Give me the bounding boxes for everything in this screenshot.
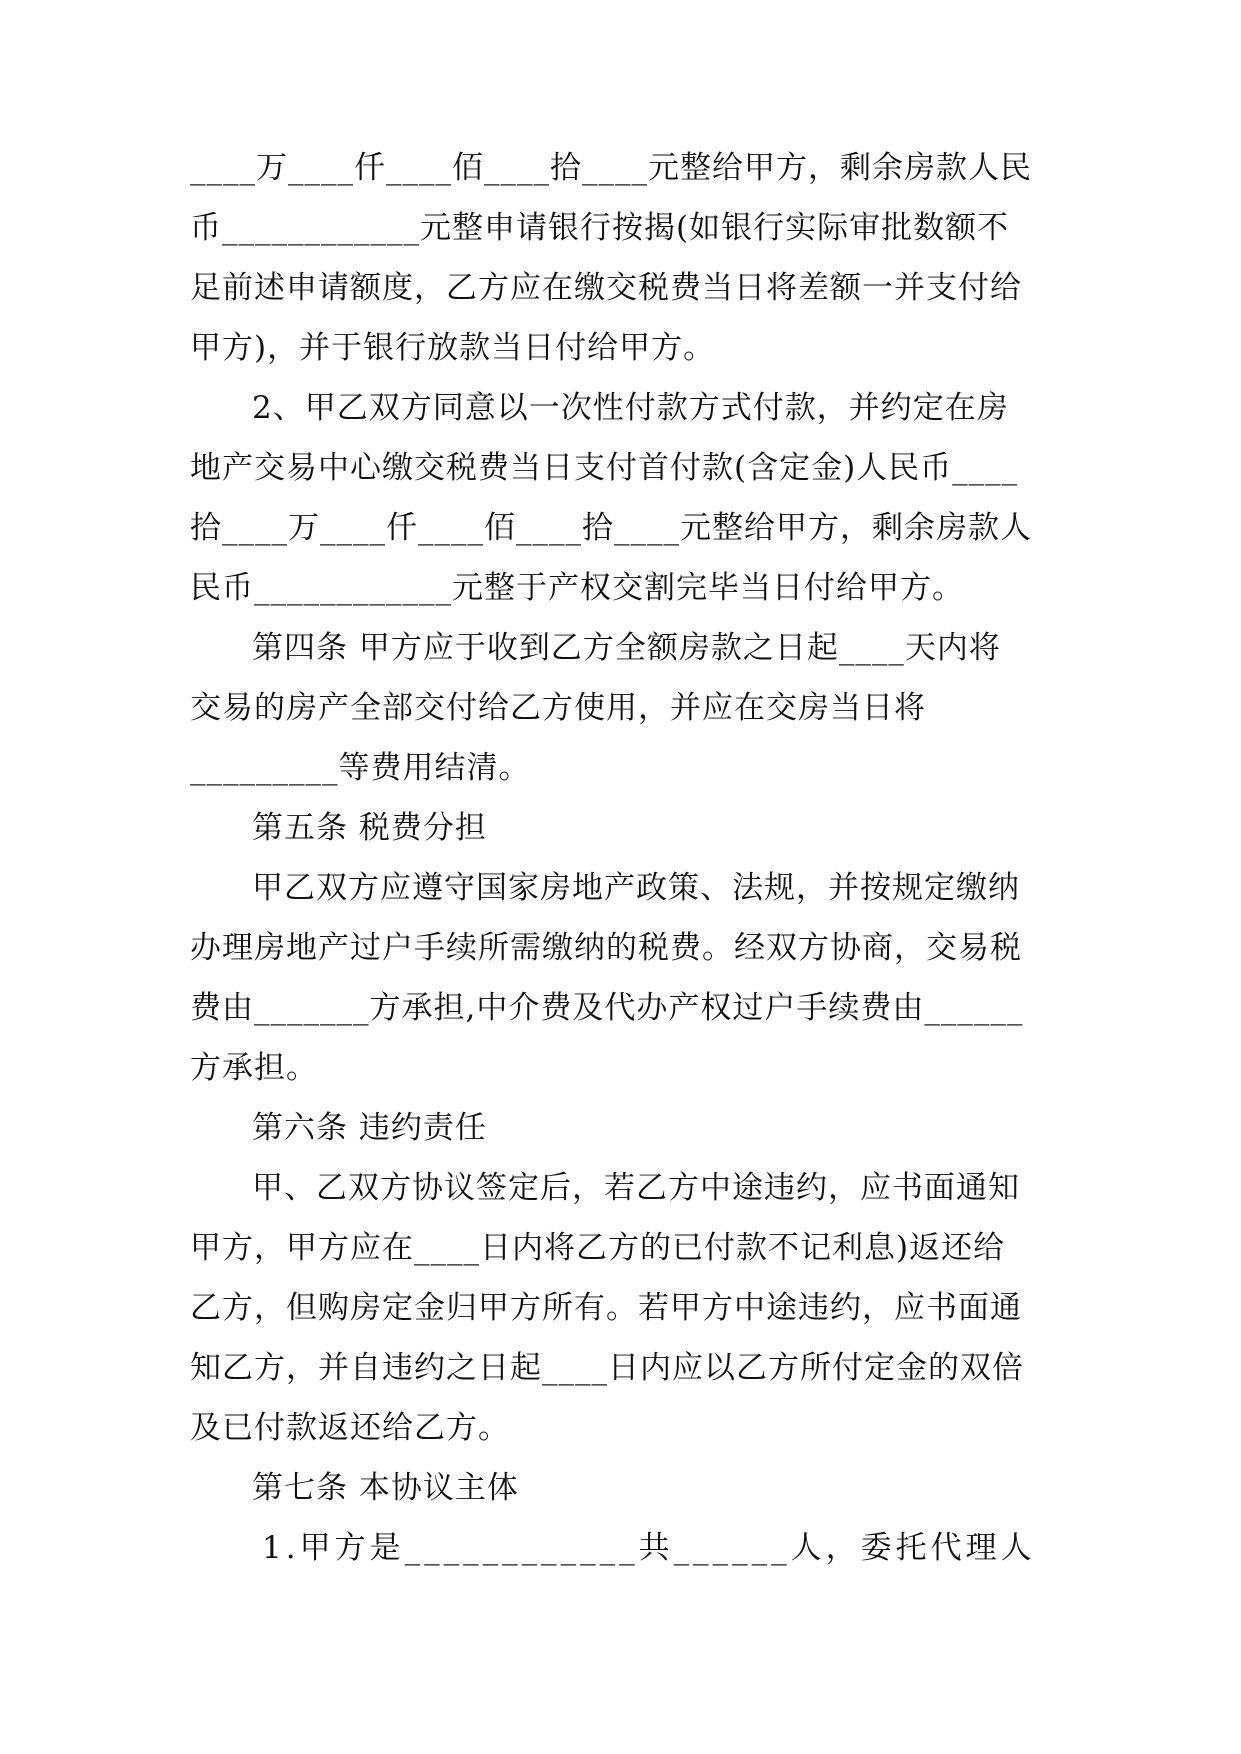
text-line: 拾____万____仟____佰____拾____元整给甲方，剩余房款人 — [190, 510, 1032, 546]
section-heading: 第六条 违约责任 — [252, 1110, 487, 1146]
text-line: _________等费用结清。 — [190, 750, 531, 786]
text-line: 办理房地产过户手续所需缴纳的税费。经双方协商，交易税 — [190, 930, 1022, 966]
section-heading: 第七条 本协议主体 — [252, 1470, 519, 1506]
text-line: 2、甲乙双方同意以一次性付款方式付款，并约定在房 — [252, 390, 1009, 426]
text-line: 方承担。 — [190, 1050, 318, 1086]
text-line: 民币____________元整于产权交割完毕当日付给甲方。 — [190, 570, 964, 606]
text-line: 甲、乙双方协议签定后，若乙方中途违约，应书面通知 — [252, 1170, 1020, 1206]
text-line: 甲方，甲方应在____日内将乙方的已付款不记利息)返还给 — [190, 1230, 1006, 1266]
text-line: 及已付款返还给乙方。 — [190, 1410, 510, 1446]
text-line: 币____________元整申请银行按揭(如银行实际审批数额不 — [190, 210, 1010, 246]
text-line: 费由_______方承担,中介费及代办产权过户手续费由______ — [190, 990, 1024, 1026]
text-line: 甲乙双方应遵守国家房地产政策、法规，并按规定缴纳 — [252, 870, 1020, 906]
text-line: 乙方，但购房定金归甲方所有。若甲方中途违约，应书面通 — [190, 1290, 1022, 1326]
text-line: 第四条 甲方应于收到乙方全额房款之日起____天内将 — [252, 630, 1001, 666]
text-line: 足前述申请额度，乙方应在缴交税费当日将差额一并支付给 — [190, 270, 1022, 306]
text-line: 地产交易中心缴交税费当日支付首付款(含定金)人民币____ — [190, 450, 1019, 486]
text-line: 甲方)，并于银行放款当日付给甲方。 — [190, 330, 716, 366]
text-line: 1.甲方是____________共______人，委托代理人 — [262, 1530, 1036, 1566]
section-heading: 第五条 税费分担 — [252, 810, 487, 846]
text-line: 交易的房产全部交付给乙方使用，并应在交房当日将 — [190, 690, 926, 726]
text-line: ____万____仟____佰____拾____元整给甲方，剩余房款人民 — [190, 150, 1032, 186]
text-line: 知乙方，并自违约之日起____日内应以乙方所付定金的双倍 — [190, 1350, 1024, 1386]
